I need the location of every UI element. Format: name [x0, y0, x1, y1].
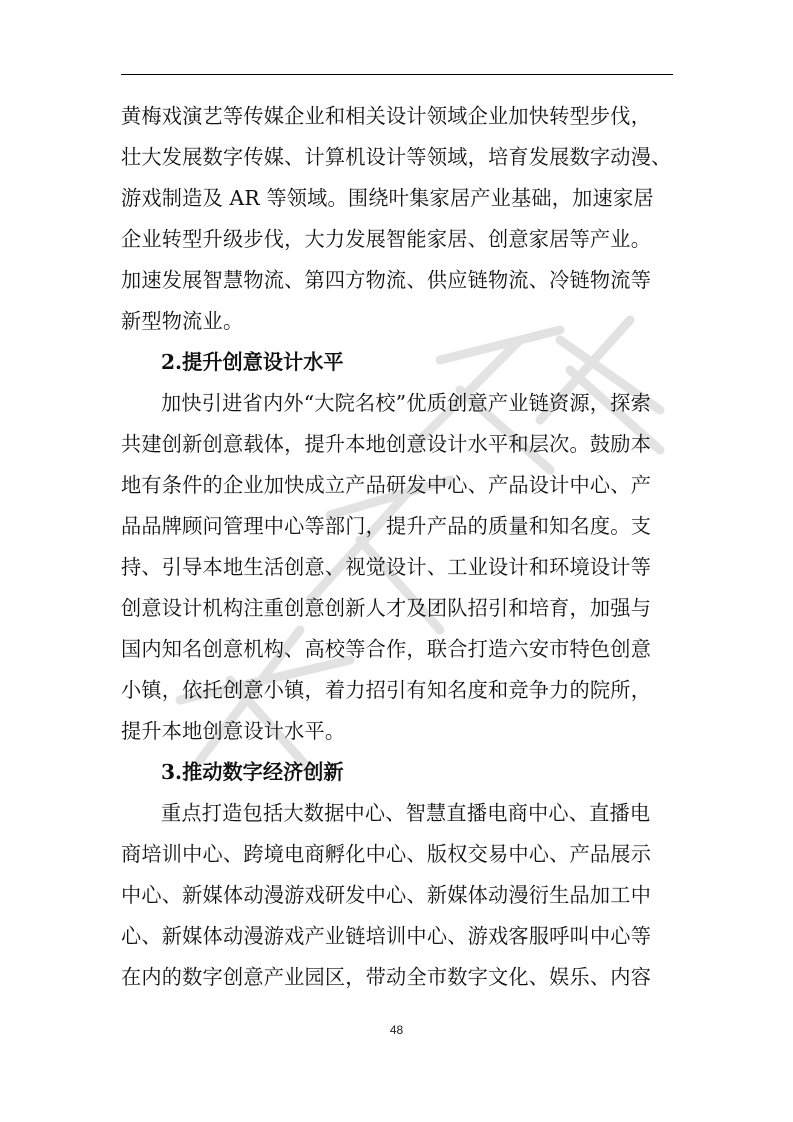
- text-line: 中心、新媒体动漫游戏研发中心、新媒体动漫衍生品加工中: [121, 883, 652, 907]
- text-line: 持、引导本地生活创意、视觉设计、工业设计和环境设计等: [121, 555, 652, 579]
- text-line: 在内的数字创意产业园区，带动全市数字文化、娱乐、内容: [121, 965, 652, 989]
- section-heading-2: 2.提升创意设计水平: [161, 350, 344, 374]
- paragraph-digital-economy: [121, 793, 673, 998]
- text-line: 心、新媒体动漫游戏产业链培训中心、游戏客服呼叫中心等: [121, 924, 652, 948]
- text-line: 提升本地创意设计水平。: [121, 719, 346, 743]
- page-number: 48: [389, 1023, 404, 1037]
- page-body: [121, 96, 673, 998]
- text-line: 加快引进省内外“大院名校”优质创意产业链资源，探索: [161, 391, 651, 415]
- text-line: 重点打造包括大数据中心、智慧直播电商中心、直播电: [161, 801, 651, 825]
- text-line: 商培训中心、跨境电商孵化中心、版权交易中心、产品展示: [121, 842, 652, 866]
- paragraph-continued: [121, 96, 673, 342]
- text-line: 品品牌顾问管理中心等部门，提升产品的质量和知名度。支: [121, 514, 652, 538]
- text-line: 壮大发展数字传媒、计算机设计等领域，培育发展数字动漫、: [121, 145, 672, 169]
- text-line: 加速发展智慧物流、第四方物流、供应链物流、冷链物流等: [121, 268, 652, 292]
- text-line: 地有条件的企业加快成立产品研发中心、产品设计中心、产: [121, 473, 652, 497]
- text-line: 小镇，依托创意小镇，着力招引有知名度和竞争力的院所，: [121, 678, 652, 702]
- paragraph-creative-design: [121, 383, 673, 752]
- text-line: 新型物流业。: [121, 309, 244, 333]
- header-rule: [121, 74, 673, 75]
- text-line: 游戏制造及 AR 等领域。围绕叶集家居产业基础，加速家居: [121, 186, 654, 210]
- text-line: 国内知名创意机构、高校等合作，联合打造六安市特色创意: [121, 637, 652, 661]
- text-line: 黄梅戏演艺等传媒企业和相关设计领域企业加快转型步伐，: [121, 104, 652, 128]
- text-line: 共建创新创意载体，提升本地创意设计水平和层次。鼓励本: [121, 432, 652, 456]
- section-heading-3: 3.推动数字经济创新: [161, 760, 344, 784]
- text-line: 企业转型升级步伐，大力发展智能家居、创意家居等产业。: [121, 227, 652, 251]
- text-line: 创意设计机构注重创意创新人才及团队招引和培育，加强与: [121, 596, 652, 620]
